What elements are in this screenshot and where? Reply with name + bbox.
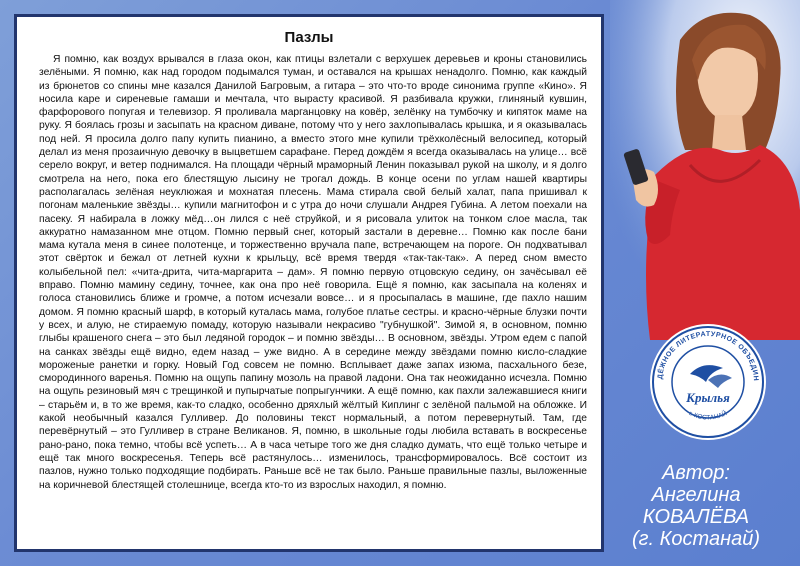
- author-name: Ангелина КОВАЛЁВА: [642, 484, 750, 528]
- logo-city-text: г. КОСТАНАЙ: [687, 410, 729, 422]
- logo-center-text: Крылья: [686, 390, 730, 405]
- article-body: Я помню, как воздух врывался в глаза окон, как птицы взлетали с верхушек деревьев и кроны становились зелёными. Я помню, как над городом подымался туман, и оставался на крышах ненадолго. Помню, как каждый из брюнетов со спины мне казался Данилой Багровым, а гитара – это что-то вроде синонима группе «Кино». Я носила каре и сиреневые гамаши и мечтала, что вырасту красивой. Я разбивала кружки, глиняный кувшин, фарфорового попугая и телевизор. Я проливала марганцовку на ковёр, зелёнку на тумбочку и кипяток маме на руку. Я боялась грозы и засыпать на красном диване, потому что у него захлопывалась крышка, и я оказывалась под ней. Я просила долго папу купить пианино, а вместо этого мне купили трёхколёсный велосипед, который делал из меня прозаичную девочку в выцветшем сарафане. Перед дождём я всегда оказывалась на улице… всё серело вокруг, и ветер поднимался. На площади чёрный мраморный Ленин показывал рукой на школу, и я долго смотрела на него, пока его блестящую лысину не трогал дождь. В конце осени по углам нашей квартиры располагалась зелёная неуклюжая и мохнатая плесень. Мама стирала свой белый халат, папа пришивал к погонам маленькие звёзды… купили магнитофон и с утра до ночи слушали Андрея Губина. А летом поехали на пасеку. Я набирала в ложку мёд…он лился с неё струйкой, и я рисовала улиток на тонком слое масла, так аккуратно намазанном мне отцом. Помню первый снег, который застали в деревне… Помню как после бани мама кутала меня в синее полотенце, и торжественно вручала папе, встречающем на пороге. Он подхватывал этот свёрток и бежал от летней кухни к крыльцу, всё время твердя «так-так-так». А перед сном вместо колыбельной пел: «чита-дрита, чита-маргарита – дам». Я помню первую отцовскую седину, он зачёсывал её вправо. Помню мамину седину, точнее, как она про неё говорила. Ещё я помню, как засыпала на коленях и голоса становились ближе и громче, а потом исчезали вовсе… и я просыпалась в машине, где пахло нашим домом. Я помню красный шарф, в который куталась мама, голубое платье сестры. и красно-чёрные блузки почти у всех, и алую, не стираемую помаду, которую называли некрасиво "губнушкой". Зимой я, в основном, помню глыбы крашеного снега – это был ледяной городок – и помню звёзды… В основном, звёзды. Утром едем с папой на санках звёзды ещё видно, едем назад – уже видно. А в середине между звёздами помню кисло-сладкие мороженые ранетки и горку. Новый Год совсем не помню. Всплывает даже запах изюма, пасхального безе, смородинного варенья. Помню на ощупь папину мозоль на правой ладони. Она так неожиданно исчезла. Помню на ощупь резиновый мяч с трещинкой и пупырчатые попрыгунчики. А ещё помню, как пахли залежавшиеся книги – старьём и, в то же время, как-то сладко, особенно дряхлый жёлтый Киплинг с зелёной пальмой на обложке. И какой необычный казался Гулливер. До половины текст нормальный, а потом перевернутый. Там, где перевёрнутый – это Гулливер в стране Великанов. Я, помню, в школьные годы любила вставать в воскресенье рано-рано, пока темно, чтобы всё успеть… А в часа четыре того же дня сладко думать, что ещё только четыре и ещё так много воскресенья. Теперь всё растянулось… изменилось, трансформировалось. Всё состоит из пазлов, нужно только подходящие подбирать. Раньше всё не так было. Раньше правильные пазлы, выложенные на коричневой блестящей столешнице, всегда кто-то из взрослых находил, я помню.: [39, 54, 587, 491]
- author-city: (г. Костанай): [631, 528, 761, 550]
- association-logo: [648, 322, 768, 442]
- logo-ring-text: ДЁЖНОЕ ЛИТЕРАТУРНОЕ ОБЪЕДИН: [657, 331, 760, 382]
- author-block: [596, 462, 796, 550]
- author-photo: [610, 0, 800, 340]
- article-panel: [14, 14, 604, 552]
- author-label: Автор:: [662, 462, 730, 484]
- article-title: Пазлы: [284, 29, 334, 46]
